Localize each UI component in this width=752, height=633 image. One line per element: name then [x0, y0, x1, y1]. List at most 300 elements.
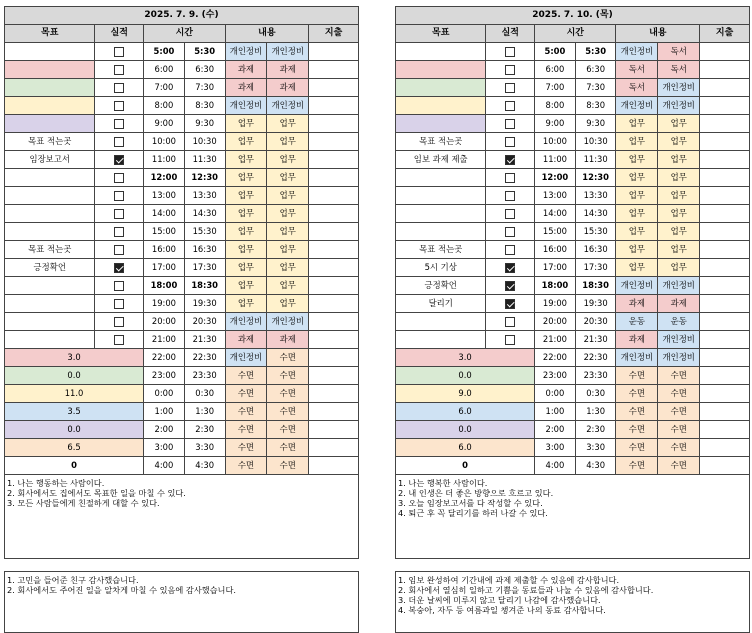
summary-value: 11.0 — [5, 385, 144, 403]
summary-value: 3.0 — [5, 349, 144, 367]
expense-cell[interactable] — [309, 115, 359, 133]
done-cell — [486, 133, 535, 151]
goal-cell[interactable] — [5, 277, 95, 295]
checkbox-checked[interactable] — [114, 155, 124, 165]
schedule-table — [395, 6, 750, 475]
activity-cell: 수면 — [267, 421, 309, 439]
activity-cell: 수면 — [658, 367, 700, 385]
expense-cell[interactable] — [309, 79, 359, 97]
checkbox-unchecked[interactable] — [505, 245, 515, 255]
activity-cell: 개인정비 — [225, 349, 267, 367]
end-time: 1:30 — [184, 403, 225, 421]
expense-cell[interactable] — [700, 313, 750, 331]
start-time: 22:00 — [144, 349, 185, 367]
activity-cell: 업무 — [267, 115, 309, 133]
expense-cell[interactable] — [700, 403, 750, 421]
checkbox-unchecked[interactable] — [114, 137, 124, 147]
end-time: 6:30 — [575, 61, 616, 79]
activity-cell: 업무 — [267, 151, 309, 169]
goal-cell[interactable] — [5, 205, 95, 223]
goal-cell[interactable]: 긍정확언 — [5, 259, 95, 277]
goal-cell[interactable] — [396, 313, 486, 331]
start-time: 2:00 — [535, 421, 576, 439]
end-time: 10:30 — [184, 133, 225, 151]
activity-cell: 업무 — [658, 151, 700, 169]
end-time: 3:30 — [575, 439, 616, 457]
summary-value: 6.0 — [396, 403, 535, 421]
activity-cell: 업무 — [225, 133, 267, 151]
checkbox-unchecked[interactable] — [505, 137, 515, 147]
schedule-row — [396, 277, 750, 295]
schedule-row — [396, 187, 750, 205]
end-time: 6:30 — [184, 61, 225, 79]
activity-cell: 수면 — [267, 457, 309, 475]
expense-cell[interactable] — [309, 205, 359, 223]
activity-cell: 업무 — [658, 115, 700, 133]
schedule-row — [396, 61, 750, 79]
activity-cell: 업무 — [267, 277, 309, 295]
activity-cell: 개인정비 — [225, 313, 267, 331]
goal-cell[interactable] — [396, 79, 486, 97]
end-time: 14:30 — [575, 205, 616, 223]
checkbox-unchecked[interactable] — [505, 173, 515, 183]
affirmation-line: 1. 나는 행복한 사람이다. — [398, 478, 488, 488]
checkbox-unchecked[interactable] — [114, 65, 124, 75]
gratitude-line: 1. 임보 완성하여 기간내에 과제 제출할 수 있음에 감사합니다. — [398, 575, 620, 585]
start-time: 16:00 — [535, 241, 576, 259]
done-cell — [95, 241, 144, 259]
activity-cell: 운동 — [658, 313, 700, 331]
expense-cell[interactable] — [700, 61, 750, 79]
done-cell — [486, 61, 535, 79]
done-cell — [95, 151, 144, 169]
goal-cell[interactable]: 5시 기상 — [396, 259, 486, 277]
activity-cell: 독서 — [616, 61, 658, 79]
goal-cell[interactable]: 목표 적는곳 — [5, 241, 95, 259]
activity-cell: 과제 — [225, 79, 267, 97]
activity-cell: 업무 — [267, 187, 309, 205]
header-expense: 지출 — [309, 25, 359, 43]
checkbox-unchecked[interactable] — [114, 209, 124, 219]
end-time: 17:30 — [575, 259, 616, 277]
start-time: 19:00 — [144, 295, 185, 313]
checkbox-unchecked[interactable] — [505, 101, 515, 111]
end-time: 21:30 — [575, 331, 616, 349]
goal-cell[interactable] — [396, 331, 486, 349]
start-time: 21:00 — [144, 331, 185, 349]
expense-cell[interactable] — [700, 187, 750, 205]
done-cell — [486, 43, 535, 61]
schedule-row — [5, 97, 359, 115]
goal-cell[interactable] — [396, 61, 486, 79]
end-time: 4:30 — [575, 457, 616, 475]
checkbox-unchecked[interactable] — [114, 299, 124, 309]
checkbox-checked[interactable] — [114, 263, 124, 273]
end-time: 7:30 — [575, 79, 616, 97]
spacer — [4, 559, 359, 571]
expense-cell[interactable] — [309, 169, 359, 187]
expense-cell[interactable] — [700, 133, 750, 151]
summary-value: 0.0 — [396, 367, 535, 385]
expense-cell[interactable] — [309, 259, 359, 277]
start-time: 3:00 — [144, 439, 185, 457]
expense-cell[interactable] — [700, 439, 750, 457]
expense-cell[interactable] — [309, 385, 359, 403]
summary-row — [396, 403, 750, 421]
expense-cell[interactable] — [700, 421, 750, 439]
activity-cell: 과제 — [267, 331, 309, 349]
activity-cell: 업무 — [267, 169, 309, 187]
end-time: 0:30 — [575, 385, 616, 403]
summary-row — [396, 385, 750, 403]
start-time: 6:00 — [535, 61, 576, 79]
goal-cell[interactable] — [5, 97, 95, 115]
spacer — [395, 559, 750, 571]
goal-cell[interactable] — [5, 169, 95, 187]
checkbox-unchecked[interactable] — [505, 209, 515, 219]
start-time: 13:00 — [535, 187, 576, 205]
expense-cell[interactable] — [700, 259, 750, 277]
expense-cell[interactable] — [309, 43, 359, 61]
done-cell — [486, 277, 535, 295]
start-time: 11:00 — [535, 151, 576, 169]
goal-cell[interactable] — [5, 61, 95, 79]
start-time: 12:00 — [144, 169, 185, 187]
goal-cell[interactable] — [396, 169, 486, 187]
activity-cell: 개인정비 — [267, 43, 309, 61]
done-cell — [95, 295, 144, 313]
activity-cell: 수면 — [225, 421, 267, 439]
expense-cell[interactable] — [309, 295, 359, 313]
summary-row — [5, 421, 359, 439]
expense-cell[interactable] — [700, 349, 750, 367]
expense-cell[interactable] — [700, 151, 750, 169]
checkbox-unchecked[interactable] — [114, 47, 124, 57]
activity-cell: 업무 — [658, 133, 700, 151]
schedule-row — [396, 79, 750, 97]
start-time: 22:00 — [535, 349, 576, 367]
activity-cell: 개인정비 — [616, 97, 658, 115]
start-time: 1:00 — [535, 403, 576, 421]
expense-cell[interactable] — [309, 241, 359, 259]
start-time: 7:00 — [144, 79, 185, 97]
start-time: 8:00 — [144, 97, 185, 115]
schedule-row — [5, 313, 359, 331]
checkbox-unchecked[interactable] — [505, 65, 515, 75]
affirmation-line: 2. 회사에서도 집에서도 목표한 일을 마칠 수 있다. — [7, 488, 186, 498]
affirmations-box[interactable] — [395, 475, 750, 559]
activity-cell: 과제 — [225, 61, 267, 79]
done-cell — [486, 259, 535, 277]
checkbox-unchecked[interactable] — [505, 47, 515, 57]
schedule-row — [5, 223, 359, 241]
expense-cell[interactable] — [309, 313, 359, 331]
goal-cell[interactable] — [396, 205, 486, 223]
end-time: 3:30 — [184, 439, 225, 457]
goal-cell[interactable] — [396, 43, 486, 61]
summary-row — [5, 349, 359, 367]
activity-cell: 업무 — [267, 259, 309, 277]
done-cell — [95, 223, 144, 241]
header-goal: 목표 — [396, 25, 486, 43]
expense-cell[interactable] — [309, 133, 359, 151]
activity-cell: 수면 — [616, 421, 658, 439]
checkbox-unchecked[interactable] — [114, 101, 124, 111]
activity-cell: 수면 — [616, 385, 658, 403]
done-cell — [486, 313, 535, 331]
expense-cell[interactable] — [700, 241, 750, 259]
activity-cell: 과제 — [658, 295, 700, 313]
goal-cell[interactable]: 긍정확언 — [396, 277, 486, 295]
goal-cell[interactable] — [5, 43, 95, 61]
expense-cell[interactable] — [309, 439, 359, 457]
expense-cell[interactable] — [700, 97, 750, 115]
activity-cell: 개인정비 — [658, 79, 700, 97]
goal-cell[interactable] — [396, 223, 486, 241]
end-time: 9:30 — [184, 115, 225, 133]
schedule-row — [5, 43, 359, 61]
expense-cell[interactable] — [700, 367, 750, 385]
expense-cell[interactable] — [700, 277, 750, 295]
checkbox-unchecked[interactable] — [505, 119, 515, 129]
expense-cell[interactable] — [309, 223, 359, 241]
done-cell — [95, 277, 144, 295]
gratitude-box[interactable] — [4, 571, 359, 633]
activity-cell: 수면 — [658, 403, 700, 421]
summary-row — [5, 403, 359, 421]
goal-cell[interactable] — [5, 187, 95, 205]
activity-cell: 수면 — [267, 403, 309, 421]
end-time: 23:30 — [575, 367, 616, 385]
done-cell — [486, 187, 535, 205]
summary-row — [396, 421, 750, 439]
expense-cell[interactable] — [700, 43, 750, 61]
expense-cell[interactable] — [700, 295, 750, 313]
expense-cell[interactable] — [309, 367, 359, 385]
end-time: 15:30 — [184, 223, 225, 241]
checkbox-checked[interactable] — [505, 299, 515, 309]
goal-cell[interactable] — [5, 331, 95, 349]
start-time: 14:00 — [144, 205, 185, 223]
end-time: 18:30 — [184, 277, 225, 295]
done-cell — [95, 97, 144, 115]
end-time: 20:30 — [575, 313, 616, 331]
expense-cell[interactable] — [700, 457, 750, 475]
checkbox-unchecked[interactable] — [114, 83, 124, 93]
start-time: 4:00 — [535, 457, 576, 475]
expense-cell[interactable] — [309, 421, 359, 439]
expense-cell[interactable] — [309, 403, 359, 421]
end-time: 16:30 — [184, 241, 225, 259]
end-time: 12:30 — [575, 169, 616, 187]
affirmations-box[interactable] — [4, 475, 359, 559]
end-time: 8:30 — [575, 97, 616, 115]
checkbox-unchecked[interactable] — [505, 191, 515, 201]
activity-cell: 개인정비 — [267, 97, 309, 115]
schedule-row — [5, 61, 359, 79]
start-time: 23:00 — [535, 367, 576, 385]
checkbox-checked[interactable] — [505, 155, 515, 165]
expense-cell[interactable] — [700, 79, 750, 97]
expense-cell[interactable] — [309, 61, 359, 79]
checkbox-unchecked[interactable] — [114, 227, 124, 237]
day-planner-1 — [395, 6, 750, 633]
goal-cell[interactable]: 임보 과제 제출 — [396, 151, 486, 169]
goal-cell[interactable] — [5, 295, 95, 313]
schedule-row — [5, 295, 359, 313]
start-time: 3:00 — [535, 439, 576, 457]
schedule-row — [5, 241, 359, 259]
start-time: 21:00 — [535, 331, 576, 349]
expense-cell[interactable] — [309, 187, 359, 205]
checkbox-unchecked[interactable] — [505, 227, 515, 237]
expense-cell[interactable] — [309, 349, 359, 367]
checkbox-unchecked[interactable] — [114, 245, 124, 255]
schedule-row — [5, 331, 359, 349]
end-time: 21:30 — [184, 331, 225, 349]
activity-cell: 업무 — [267, 295, 309, 313]
summary-value: 0.0 — [5, 367, 144, 385]
expense-cell[interactable] — [309, 457, 359, 475]
checkbox-checked[interactable] — [505, 263, 515, 273]
goal-cell[interactable] — [5, 313, 95, 331]
checkbox-unchecked[interactable] — [114, 119, 124, 129]
summary-value: 0 — [5, 457, 144, 475]
done-cell — [486, 169, 535, 187]
activity-cell: 수면 — [267, 349, 309, 367]
activity-cell: 수면 — [616, 367, 658, 385]
activity-cell: 업무 — [616, 205, 658, 223]
goal-cell[interactable] — [5, 115, 95, 133]
checkbox-unchecked[interactable] — [505, 83, 515, 93]
activity-cell: 수면 — [616, 403, 658, 421]
summary-value: 0.0 — [5, 421, 144, 439]
expense-cell[interactable] — [700, 331, 750, 349]
header-done: 실적 — [95, 25, 144, 43]
checkbox-unchecked[interactable] — [114, 191, 124, 201]
checkbox-checked[interactable] — [505, 281, 515, 291]
start-time: 15:00 — [535, 223, 576, 241]
schedule-row — [5, 187, 359, 205]
expense-cell[interactable] — [309, 97, 359, 115]
start-time: 12:00 — [535, 169, 576, 187]
goal-cell[interactable] — [5, 79, 95, 97]
activity-cell: 개인정비 — [267, 313, 309, 331]
summary-row — [396, 349, 750, 367]
end-time: 2:30 — [184, 421, 225, 439]
done-cell — [486, 97, 535, 115]
schedule-row — [396, 259, 750, 277]
expense-cell[interactable] — [309, 151, 359, 169]
goal-cell[interactable] — [396, 97, 486, 115]
end-time: 14:30 — [184, 205, 225, 223]
schedule-row — [396, 133, 750, 151]
activity-cell: 개인정비 — [658, 331, 700, 349]
start-time: 11:00 — [144, 151, 185, 169]
end-time: 9:30 — [575, 115, 616, 133]
start-time: 0:00 — [144, 385, 185, 403]
start-time: 20:00 — [535, 313, 576, 331]
start-time: 1:00 — [144, 403, 185, 421]
summary-value: 0 — [396, 457, 535, 475]
start-time: 20:00 — [144, 313, 185, 331]
goal-cell[interactable] — [396, 115, 486, 133]
expense-cell[interactable] — [700, 115, 750, 133]
day-planner-0 — [4, 6, 359, 633]
checkbox-unchecked[interactable] — [505, 335, 515, 345]
affirmation-line: 3. 오늘 임장보고서를 다 작성할 수 있다. — [398, 498, 543, 508]
expense-cell[interactable] — [700, 169, 750, 187]
expense-cell[interactable] — [700, 385, 750, 403]
done-cell — [95, 169, 144, 187]
goal-cell[interactable] — [396, 187, 486, 205]
activity-cell: 업무 — [267, 241, 309, 259]
summary-value: 6.5 — [5, 439, 144, 457]
done-cell — [95, 331, 144, 349]
checkbox-unchecked[interactable] — [505, 317, 515, 327]
activity-cell: 수면 — [658, 385, 700, 403]
schedule-row — [396, 241, 750, 259]
header-expense: 지출 — [700, 25, 750, 43]
activity-cell: 과제 — [267, 61, 309, 79]
goal-cell[interactable]: 목표 적는곳 — [5, 133, 95, 151]
schedule-row — [5, 115, 359, 133]
expense-cell[interactable] — [309, 331, 359, 349]
expense-cell[interactable] — [309, 277, 359, 295]
checkbox-unchecked[interactable] — [114, 317, 124, 327]
activity-cell: 독서 — [616, 79, 658, 97]
checkbox-unchecked[interactable] — [114, 335, 124, 345]
activity-cell: 업무 — [267, 223, 309, 241]
gratitude-box[interactable] — [395, 571, 750, 633]
end-time: 16:30 — [575, 241, 616, 259]
goal-cell[interactable] — [5, 223, 95, 241]
activity-cell: 업무 — [225, 295, 267, 313]
header-time: 시간 — [144, 25, 225, 43]
checkbox-unchecked[interactable] — [114, 281, 124, 291]
goal-cell[interactable]: 임장보고서 — [5, 151, 95, 169]
start-time: 18:00 — [535, 277, 576, 295]
expense-cell[interactable] — [700, 223, 750, 241]
activity-cell: 업무 — [267, 205, 309, 223]
checkbox-unchecked[interactable] — [114, 173, 124, 183]
goal-cell[interactable]: 목표 적는곳 — [396, 133, 486, 151]
activity-cell: 수면 — [616, 439, 658, 457]
done-cell — [95, 61, 144, 79]
activity-cell: 수면 — [225, 439, 267, 457]
affirmation-line: 1. 나는 행동하는 사람이다. — [7, 478, 105, 488]
goal-cell[interactable]: 목표 적는곳 — [396, 241, 486, 259]
expense-cell[interactable] — [700, 205, 750, 223]
header-row — [396, 25, 750, 43]
done-cell — [95, 115, 144, 133]
summary-row — [396, 439, 750, 457]
start-time: 16:00 — [144, 241, 185, 259]
done-cell — [95, 79, 144, 97]
schedule-row — [5, 277, 359, 295]
start-time: 5:00 — [144, 43, 185, 61]
activity-cell: 업무 — [225, 277, 267, 295]
activity-cell: 수면 — [267, 385, 309, 403]
goal-cell[interactable]: 달리기 — [396, 295, 486, 313]
activity-cell: 업무 — [225, 223, 267, 241]
activity-cell: 수면 — [267, 367, 309, 385]
schedule-row — [396, 43, 750, 61]
schedule-row — [396, 97, 750, 115]
summary-value: 3.0 — [396, 349, 535, 367]
end-time: 2:30 — [575, 421, 616, 439]
activity-cell: 업무 — [225, 187, 267, 205]
